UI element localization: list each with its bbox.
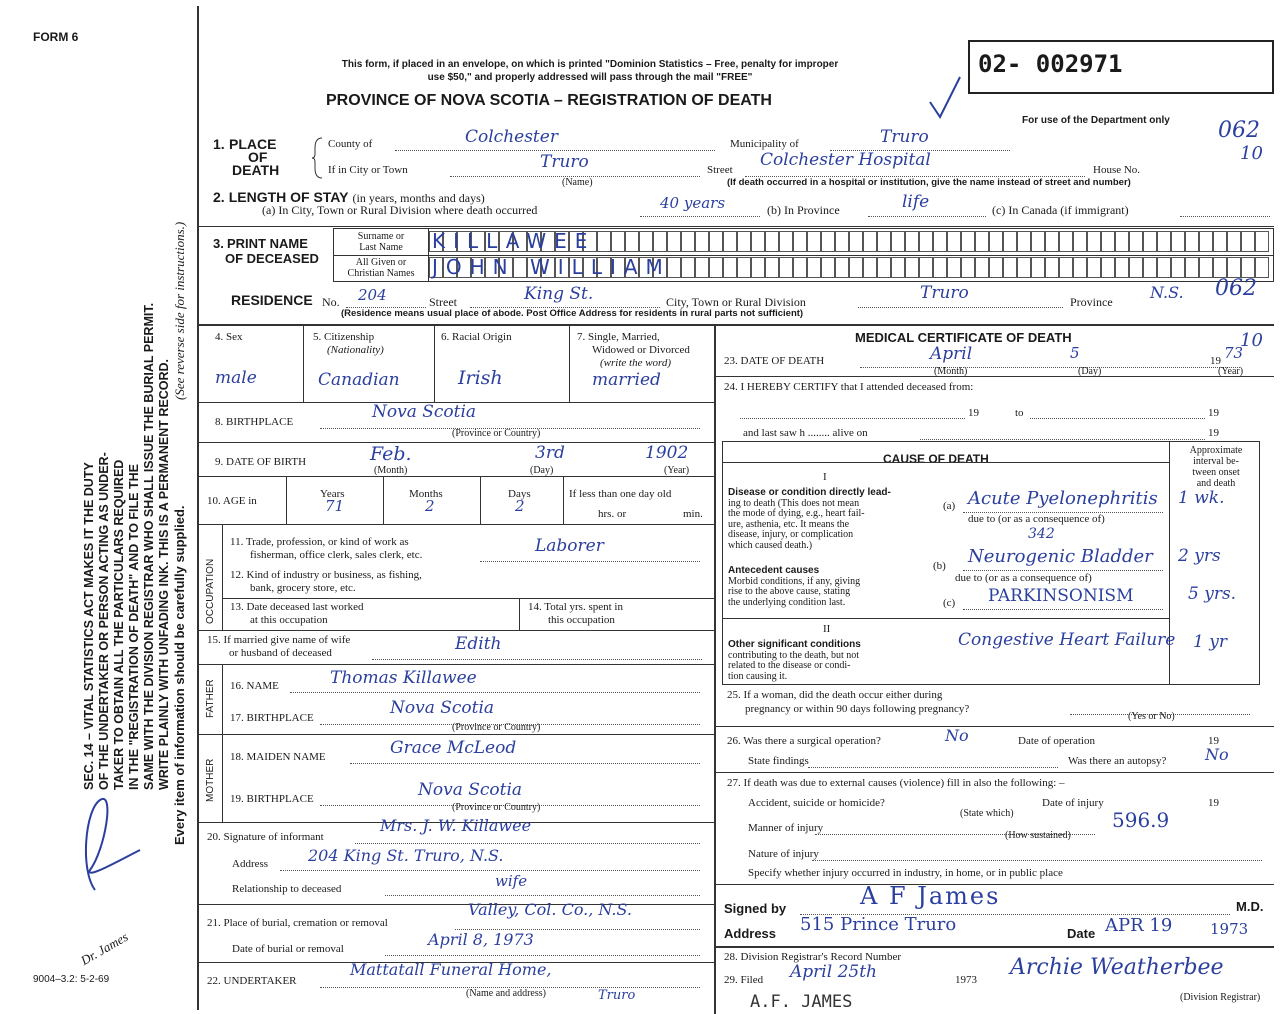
- name-letter-cell: [1213, 231, 1227, 252]
- name-letter-cell: [1115, 257, 1129, 278]
- state-which-caption: (State which): [960, 808, 1014, 819]
- name-letter-cell: [905, 257, 919, 278]
- name-letter-cell: [1073, 257, 1087, 278]
- name-letter-cell: [709, 231, 723, 252]
- name-letter-cell: [639, 231, 653, 252]
- surname-value: KILLAWEE: [432, 229, 596, 253]
- name-letter-cell: [989, 257, 1003, 278]
- name-letter-cell: [695, 257, 709, 278]
- res-province-label: Province: [1070, 295, 1113, 309]
- name-letter-cell: [863, 231, 877, 252]
- name-letter-cell: [807, 231, 821, 252]
- dob-year-caption: (Year): [664, 465, 690, 476]
- name-letter-cell: [681, 231, 695, 252]
- street-value: Colchester Hospital: [760, 150, 931, 170]
- name-letter-cell: [709, 257, 723, 278]
- name-letter-cell: [821, 257, 835, 278]
- s1-brace: [312, 136, 324, 180]
- dob-day-caption: (Day): [530, 465, 554, 476]
- dept-code-2: 10: [1240, 143, 1263, 164]
- informant-address-label: Address: [232, 858, 269, 870]
- name-letter-cell: [1185, 257, 1199, 278]
- specify-label: Specify whether injury occurred in industry, in home, or in public place: [748, 867, 1063, 879]
- name-letter-cell: [933, 231, 947, 252]
- filed-date-value: April 25th: [790, 962, 877, 982]
- name-letter-cell: [1241, 257, 1255, 278]
- name-letter-cell: [1115, 231, 1129, 252]
- res-street-value: King St.: [524, 284, 594, 304]
- name-grid: [333, 228, 1274, 282]
- name-letter-cell: [681, 257, 695, 278]
- registration-number-box: [968, 40, 1274, 94]
- name-letter-cell: [1073, 231, 1087, 252]
- name-letter-cell: [1241, 231, 1255, 252]
- name-letter-cell: [779, 231, 793, 252]
- name-letter-cell: [877, 257, 891, 278]
- s2a-label: (a) In City, Town or Rural Division where death occurred: [262, 203, 538, 217]
- spouse-value: Edith: [455, 634, 502, 654]
- age-less-label: If less than one day old: [569, 488, 672, 500]
- name-letter-cell: [1171, 257, 1185, 278]
- external-causes-label: 27. If death was due to external causes (violence) fill in also the following: –: [727, 777, 1065, 789]
- name-letter-cell: [765, 257, 779, 278]
- name-letter-cell: [1129, 231, 1143, 252]
- side-legal-text: SEC. 14 – VITAL STATISTICS ACT MAKES IT THE DUTY OF THE UNDERTAKER OR PERSON ACTING AS UNDER- TAKER TO OBTAIN ALL THE PARTICULARS REQUIRED IN THE "REGISTRATION OF DEATH" AND TO FILE THE SAME WITH THE DIVISION REGISTRAR WHO SHALL ISSUE THE BURIAL PERMIT. WRITE PLAINLY WITH UNFADING INK. THIS IS A PERMANENT RECORD.: [82, 302, 171, 790]
- mother-birthplace-value: Nova Scotia: [418, 780, 523, 800]
- autopsy-value: No: [1205, 745, 1229, 764]
- father-birthplace-caption: (Province or Country): [452, 722, 541, 733]
- disease-label: Disease or condition directly lead- ing to death (This does not mean the mode of dying, e.g., heart fail- ure, asthenia, etc. It means the disease, injury, or complication which caused death.): [728, 487, 891, 551]
- side-signature: Dr. James: [78, 929, 131, 968]
- father-birthplace-value: Nova Scotia: [390, 698, 495, 718]
- main-border-left: [197, 6, 199, 1010]
- age-min-label: min.: [683, 508, 703, 520]
- interval-a-value: 1 wk.: [1178, 488, 1225, 508]
- age-days-label: Days: [508, 488, 531, 500]
- informant-address-value: 204 King St. Truro, N.S.: [308, 846, 504, 865]
- form-label: FORM 6: [33, 30, 79, 44]
- cause-a-value: Acute Pyelonephritis: [968, 488, 1158, 509]
- side-supply-note: Every item of information should be carefully supplied.: [172, 505, 187, 845]
- given-names-value: JOHN WILLIAM: [432, 255, 671, 279]
- name-letter-cell: [877, 231, 891, 252]
- name-letter-cell: [1157, 257, 1171, 278]
- name-letter-cell: [1045, 257, 1059, 278]
- name-letter-cell: [947, 257, 961, 278]
- sex-label: 4. Sex: [215, 331, 243, 343]
- cause-b-value: Neurogenic Bladder: [968, 546, 1153, 567]
- occupation-label: 11. Trade, profession, or kind of work as fisherman, office clerk, sales clerk, etc.: [230, 536, 423, 561]
- name-letter-cell: [1045, 231, 1059, 252]
- name-letter-cell: [1087, 231, 1101, 252]
- citizenship-value: Canadian: [318, 370, 400, 390]
- informant-signature-value: Mrs. J. W. Killawee: [380, 816, 532, 835]
- name-letter-cell: [793, 257, 807, 278]
- s2-label: 2. LENGTH OF STAY (in years, months and days): [213, 189, 485, 205]
- name-letter-cell: [1003, 231, 1017, 252]
- industry-label: 12. Kind of industry or business, as fishing, bank, grocery store, etc.: [230, 569, 422, 594]
- name-letter-cell: [821, 231, 835, 252]
- s2c-label: (c) In Canada (if immigrant): [992, 203, 1129, 217]
- cause-of-death-box: [722, 441, 1260, 685]
- operation-value: No: [945, 726, 969, 745]
- due-to-2: due to (or as a consequence of): [955, 572, 1092, 584]
- physician-signature: A F James: [860, 882, 1001, 910]
- physician-date-label: Date: [1067, 926, 1096, 941]
- stamp-name: A.F. JAMES: [750, 992, 853, 1012]
- res-city-value: Truro: [920, 283, 969, 303]
- age-months-value: 2: [425, 497, 435, 515]
- burial-date-label: Date of burial or removal: [232, 943, 344, 955]
- state-findings-label: State findings: [748, 755, 809, 767]
- age-years-label: Years: [320, 488, 345, 500]
- age-hrs-label: hrs. or: [598, 508, 627, 520]
- physician-address-value: 515 Prince Truro: [800, 914, 957, 935]
- city-value: Truro: [540, 152, 589, 172]
- name-letter-cell: [793, 231, 807, 252]
- death-day-value: 5: [1070, 344, 1080, 362]
- dept-code-1: 062: [1218, 118, 1260, 143]
- name-letter-cell: [1059, 257, 1073, 278]
- cause-code-mid: 342: [1028, 526, 1055, 542]
- name-letter-cell: [1213, 257, 1227, 278]
- s2b-value: life: [902, 192, 930, 212]
- signed-by-label: Signed by: [724, 901, 787, 916]
- nature-code-value: 596.9: [1112, 808, 1170, 832]
- dob-day: 3rd: [535, 443, 565, 463]
- name-letter-cell: [1017, 231, 1031, 252]
- name-letter-cell: [723, 231, 737, 252]
- father-name-label: 16. NAME: [230, 680, 279, 692]
- check-mark-scribble: [60, 790, 160, 900]
- injury-year-prefix: 19: [1208, 797, 1219, 809]
- cause-c-value: PARKINSONISM: [988, 586, 1134, 606]
- name-letter-cell: [1227, 257, 1241, 278]
- age-days-value: 2: [515, 497, 525, 515]
- certify-from-year: 19: [968, 407, 979, 419]
- citizenship-label: 5. Citizenship (Nationality): [313, 331, 384, 356]
- burial-place-value: Valley, Col. Co., N.S.: [468, 900, 632, 919]
- street-label: Street: [707, 164, 733, 176]
- death-month-caption: (Month): [934, 366, 968, 377]
- city-name-caption: (Name): [562, 177, 593, 188]
- res-no-value: 204: [358, 286, 387, 304]
- name-letter-cell: [933, 257, 947, 278]
- death-day-caption: (Day): [1078, 366, 1102, 377]
- res-province-value: N.S.: [1150, 283, 1184, 302]
- name-letter-cell: [1227, 231, 1241, 252]
- name-letter-cell: [1199, 257, 1213, 278]
- s3-label: 3. PRINT NAME OF DECEASED: [213, 236, 319, 266]
- mail-notice: This form, if placed in an envelope, on which is printed "Dominion Statistics – Free, penalty for improper use $50," and properly addressed will pass through the mail "FREE": [341, 59, 839, 83]
- residence-note: (Residence means usual place of abode. Post Office Address for residents in rural parts not sufficient): [341, 308, 804, 319]
- death-year-caption: (Year): [1218, 366, 1244, 377]
- death-year-prefix: 19: [1210, 355, 1221, 367]
- occupation-value: Laborer: [535, 536, 604, 556]
- registration-number: 02- 002971: [978, 50, 1123, 78]
- name-letter-cell: [905, 231, 919, 252]
- racial-origin-value: Irish: [458, 367, 503, 389]
- dept-code-4: 10: [1240, 330, 1263, 351]
- nature-label: Nature of injury: [748, 848, 819, 860]
- name-letter-cell: [919, 257, 933, 278]
- name-letter-cell: [695, 231, 709, 252]
- mother-birthplace-caption: (Province or Country): [452, 802, 541, 813]
- dept-code-3: 062: [1215, 276, 1257, 301]
- name-letter-cell: [667, 231, 681, 252]
- death-year-value: 73: [1224, 344, 1244, 362]
- municipality-label: Municipality of: [730, 138, 799, 150]
- name-letter-cell: [849, 257, 863, 278]
- page-title: PROVINCE OF NOVA SCOTIA – REGISTRATION OF DEATH: [326, 92, 772, 109]
- res-no-label: No.: [322, 295, 340, 309]
- given-names-label: All Given or Christian Names: [347, 257, 415, 279]
- occupation-side-label: OCCUPATION: [205, 558, 216, 624]
- dob-year: 1902: [645, 443, 689, 463]
- birthplace-value: Nova Scotia: [372, 402, 477, 422]
- father-side-label: FATHER: [205, 679, 216, 718]
- residence-label: RESIDENCE: [231, 292, 313, 308]
- certify-to-year: 19: [1208, 407, 1219, 419]
- operation-year-prefix: 19: [1208, 735, 1219, 747]
- burial-date-value: April 8, 1973: [428, 930, 534, 949]
- name-letter-cell: [779, 257, 793, 278]
- spouse-label: 15. If married give name of wife or husband of deceased: [207, 634, 351, 659]
- undertaker-label: 22. UNDERTAKER: [207, 975, 297, 987]
- operation-label: 26. Was there a surgical operation?: [727, 735, 881, 747]
- name-letter-cell: [1101, 257, 1115, 278]
- name-letter-cell: [975, 231, 989, 252]
- cause-title: CAUSE OF DEATH: [883, 452, 989, 466]
- name-letter-cell: [849, 231, 863, 252]
- pregnancy-label: 25. If a woman, did the death occur either during pregnancy or within 90 days following pregnancy?: [727, 689, 970, 715]
- name-letter-cell: [1143, 257, 1157, 278]
- name-letter-cell: [1185, 231, 1199, 252]
- how-sustained-caption: (How sustained): [1005, 830, 1071, 841]
- name-letter-cell: [1101, 231, 1115, 252]
- name-letter-cell: [1171, 231, 1185, 252]
- name-letter-cell: [1087, 257, 1101, 278]
- name-letter-cell: [975, 257, 989, 278]
- father-name-value: Thomas Killawee: [330, 668, 477, 688]
- registrar-signature: Archie Weatherbee: [1010, 955, 1224, 980]
- name-letter-cell: [947, 231, 961, 252]
- autopsy-label: Was there an autopsy?: [1068, 755, 1167, 767]
- filed-label: 29. Filed: [724, 974, 764, 986]
- dob-month: Feb.: [370, 443, 412, 465]
- name-letter-cell: [1003, 257, 1017, 278]
- municipality-value: Truro: [880, 127, 929, 147]
- age-label: 10. AGE in: [207, 495, 257, 507]
- hospital-note: (If death occurred in a hospital or institution, give the name instead of street and number): [727, 177, 1131, 188]
- medical-title: MEDICAL CERTIFICATE OF DEATH: [855, 330, 1072, 345]
- antecedent-label: Antecedent causes Morbid conditions, if any, giving rise to the above cause, stating the underlying condition last.: [728, 565, 861, 608]
- name-letter-cell: [1157, 231, 1171, 252]
- racial-origin-label: 6. Racial Origin: [441, 331, 512, 343]
- name-letter-cell: [1199, 231, 1213, 252]
- name-letter-cell: [961, 231, 975, 252]
- death-date-label: 23. DATE OF DEATH: [724, 355, 825, 367]
- yes-no-caption: (Yes or No): [1128, 711, 1175, 722]
- mother-side-label: MOTHER: [205, 758, 216, 802]
- name-letter-cell: [1255, 257, 1269, 278]
- name-letter-cell: [1031, 231, 1045, 252]
- name-letter-cell: [1143, 231, 1157, 252]
- physician-date-value: APR 19: [1105, 915, 1173, 936]
- death-month-value: April: [930, 344, 973, 364]
- house-number-label: House No.: [1093, 164, 1141, 176]
- name-letter-cell: [653, 231, 667, 252]
- name-letter-cell: [961, 257, 975, 278]
- res-city-label: City, Town or Rural Division: [666, 295, 806, 309]
- other-cause-value: Congestive Heart Failure: [958, 630, 1176, 650]
- side-instructions: (See reverse side for instructions.): [172, 221, 187, 400]
- name-letter-cell: [891, 231, 905, 252]
- burial-place-label: 21. Place of burial, cremation or removal: [207, 917, 388, 929]
- relationship-value: wife: [495, 872, 528, 890]
- birthplace-label: 8. BIRTHPLACE: [215, 416, 294, 428]
- name-letter-cell: [737, 257, 751, 278]
- county-label: County of: [328, 138, 373, 150]
- relationship-label: Relationship to deceased: [232, 883, 342, 895]
- name-letter-cell: [765, 231, 779, 252]
- cause-c-marker: (c): [943, 597, 956, 609]
- certify-label: 24. I HEREBY CERTIFY that I attended deceased from:: [724, 381, 974, 393]
- roman-2: II: [823, 623, 831, 635]
- age-years-value: 71: [325, 497, 345, 515]
- name-letter-cell: [1255, 231, 1269, 252]
- name-letter-cell: [625, 231, 639, 252]
- due-to-1: due to (or as a consequence of): [968, 513, 1105, 525]
- mother-name-value: Grace McLeod: [390, 738, 517, 758]
- birthplace-caption: (Province or Country): [452, 428, 541, 439]
- md-label: M.D.: [1236, 899, 1264, 914]
- dob-label: 9. DATE OF BIRTH: [215, 456, 307, 468]
- injury-date-label: Date of injury: [1042, 797, 1104, 809]
- interval-c-value: 5 yrs.: [1188, 584, 1237, 604]
- mother-name-label: 18. MAIDEN NAME: [230, 751, 326, 763]
- last-saw-year: 19: [1208, 427, 1219, 439]
- sex-value: male: [215, 368, 257, 388]
- operation-date-label: Date of operation: [1018, 735, 1095, 747]
- name-letter-cell: [723, 257, 737, 278]
- check-icon: [925, 72, 965, 122]
- s1-label: 1. PLACE OF DEATH: [213, 136, 280, 178]
- name-letter-cell: [891, 257, 905, 278]
- accident-label: Accident, suicide or homicide?: [748, 797, 885, 809]
- last-worked-label: 13. Date deceased last worked at this occupation: [230, 601, 364, 626]
- name-letter-cell: [737, 231, 751, 252]
- name-letter-cell: [863, 257, 877, 278]
- city-label: If in City or Town: [328, 164, 408, 176]
- last-saw-label: and last saw h ........ alive on: [743, 427, 868, 439]
- approx-interval-label: Approximate interval be- tween onset and death: [1189, 445, 1243, 489]
- total-years-label: 14. Total yrs. spent in this occupation: [528, 601, 623, 626]
- interval-b-value: 2 yrs: [1178, 546, 1221, 566]
- informant-signature-label: 20. Signature of informant: [207, 831, 324, 843]
- form-code: 9004–3.2: 5-2-69: [33, 974, 110, 985]
- s2a-value: 40 years: [660, 194, 726, 212]
- cause-b-marker: (b): [933, 560, 946, 572]
- name-letter-cell: [751, 257, 765, 278]
- s2b-label: (b) In Province: [767, 203, 840, 217]
- res-street-label: Street: [429, 295, 457, 309]
- name-letter-cell: [835, 257, 849, 278]
- name-letter-cell: [1031, 257, 1045, 278]
- physician-date-year: 1973: [1210, 920, 1249, 938]
- surname-label: Surname or Last Name: [357, 231, 405, 253]
- registrar-record-label: 28. Division Registrar's Record Number: [724, 951, 902, 963]
- interval-other-value: 1 yr: [1193, 632, 1227, 652]
- dept-use-label: For use of the Department only: [1022, 115, 1170, 126]
- name-letter-cell: [1059, 231, 1073, 252]
- name-letter-cell: [989, 231, 1003, 252]
- marital-value: married: [592, 370, 661, 390]
- marital-label: 7. Single, Married, Widowed or Divorced (write the word): [577, 331, 690, 369]
- age-months-label: Months: [409, 488, 443, 500]
- name-letter-cell: [1129, 257, 1143, 278]
- mother-birthplace-label: 19. BIRTHPLACE: [230, 793, 314, 805]
- undertaker-value: Mattatall Funeral Home,: [350, 960, 552, 979]
- name-letter-cell: [1017, 257, 1031, 278]
- manner-label: Manner of injury: [748, 822, 824, 834]
- undertaker-caption: (Name and address): [466, 988, 546, 999]
- certify-to-label: to: [1015, 407, 1024, 419]
- name-letter-cell: [597, 231, 611, 252]
- name-letter-cell: [807, 257, 821, 278]
- other-conditions-label: Other significant conditions contributing to the death, but not related to the disease or condi- tion causing it.: [728, 639, 861, 682]
- name-letter-cell: [751, 231, 765, 252]
- registrar-caption: (Division Registrar): [1180, 992, 1261, 1003]
- roman-1: I: [823, 471, 827, 483]
- dob-month-caption: (Month): [374, 465, 408, 476]
- physician-address-label: Address: [724, 926, 777, 941]
- cause-a-marker: (a): [943, 500, 956, 512]
- name-letter-cell: [835, 231, 849, 252]
- name-letter-cell: [611, 231, 625, 252]
- undertaker-value-2: Truro: [598, 988, 636, 1003]
- county-value: Colchester: [465, 127, 558, 147]
- father-birthplace-label: 17. BIRTHPLACE: [230, 712, 314, 724]
- name-letter-cell: [919, 231, 933, 252]
- filed-year: 1973: [955, 974, 977, 986]
